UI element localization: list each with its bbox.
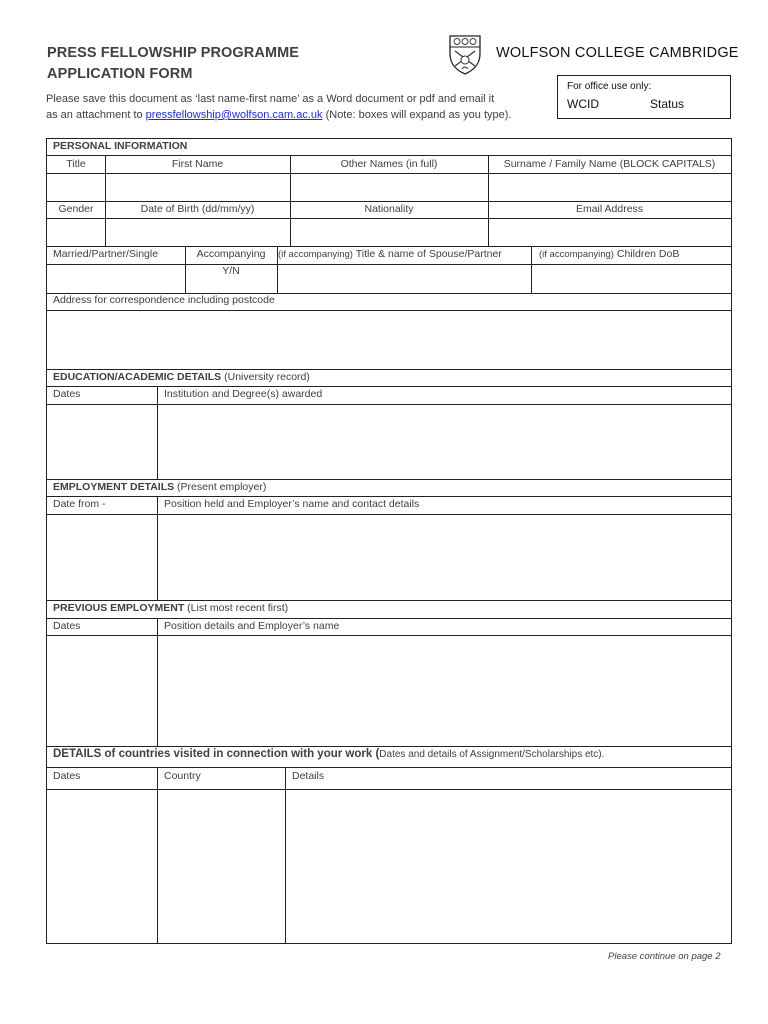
input-gender[interactable] bbox=[48, 219, 104, 245]
countries-col-details: Details bbox=[292, 770, 325, 782]
continue-note: Please continue on page 2 bbox=[608, 951, 721, 962]
input-children-dob[interactable] bbox=[532, 265, 730, 292]
previous-col-dates: Dates bbox=[53, 620, 81, 632]
input-previous-details[interactable] bbox=[158, 636, 730, 745]
employment-col-date-from: Date from - bbox=[53, 498, 106, 510]
input-employment-details[interactable] bbox=[158, 515, 730, 599]
label-accompanying: Accompanying bbox=[196, 248, 266, 260]
input-countries-country[interactable] bbox=[158, 790, 284, 943]
input-email[interactable] bbox=[489, 219, 730, 245]
input-other-names[interactable] bbox=[291, 174, 487, 200]
input-address[interactable] bbox=[48, 311, 730, 368]
input-title[interactable] bbox=[48, 174, 104, 200]
office-use-box bbox=[557, 75, 731, 119]
personal-info-heading: PERSONAL INFORMATION bbox=[53, 140, 188, 152]
email-link[interactable]: pressfellowship@wolfson.cam.ac.uk bbox=[145, 109, 323, 121]
countries-col-dates: Dates bbox=[53, 770, 81, 782]
office-use-label: For office use only: bbox=[567, 81, 652, 92]
input-education-details[interactable] bbox=[158, 405, 730, 478]
education-heading bbox=[53, 371, 310, 383]
spouse-label: Title & name of Spouse/Partner bbox=[352, 248, 502, 260]
children-prefix: (if accompanying) bbox=[539, 249, 614, 260]
intro-line2 bbox=[46, 107, 511, 123]
intro-prefix: as an attachment to bbox=[46, 109, 146, 121]
wcid-label: WCID bbox=[567, 97, 599, 111]
label-title: Title bbox=[66, 158, 86, 170]
college-name: WOLFSON COLLEGE CAMBRIDGE bbox=[496, 45, 739, 61]
label-other-names: Other Names (in full) bbox=[340, 158, 438, 170]
label-email: Email Address bbox=[575, 203, 644, 215]
countries-heading-bold: DETAILS of countries visited in connection with your work ( bbox=[53, 748, 380, 760]
employment-heading-sub: (Present employer) bbox=[174, 481, 267, 493]
input-surname[interactable] bbox=[489, 174, 730, 200]
label-dob: Date of Birth (dd/mm/yy) bbox=[140, 203, 255, 215]
label-address: Address for correspondence including postcode bbox=[53, 294, 275, 306]
countries-col-country: Country bbox=[164, 770, 201, 782]
status-label: Status bbox=[650, 97, 685, 111]
input-countries-dates[interactable] bbox=[48, 790, 156, 943]
input-education-dates[interactable] bbox=[48, 405, 156, 478]
form-title-line2: APPLICATION FORM bbox=[47, 66, 193, 82]
input-nationality[interactable] bbox=[291, 219, 487, 245]
form-title-line1: PRESS FELLOWSHIP PROGRAMME bbox=[47, 45, 300, 61]
input-dob[interactable] bbox=[106, 219, 289, 245]
employment-col-position: Position held and Employer’s name and contact details bbox=[164, 498, 420, 510]
education-col-institution: Institution and Degree(s) awarded bbox=[164, 388, 323, 400]
label-yes-no: Y/N bbox=[222, 265, 240, 277]
employment-heading-bold: EMPLOYMENT DETAILS bbox=[53, 481, 175, 493]
intro-line1: Please save this document as ‘last name-first name’ as a Word document or pdf and email it bbox=[46, 93, 495, 105]
input-spouse[interactable] bbox=[278, 265, 530, 292]
input-previous-dates[interactable] bbox=[48, 636, 156, 745]
employment-heading bbox=[53, 481, 266, 493]
intro-suffix: (Note: boxes will expand as you type). bbox=[322, 109, 512, 121]
label-gender: Gender bbox=[58, 203, 94, 215]
label-children bbox=[539, 248, 679, 260]
previous-heading-bold: PREVIOUS EMPLOYMENT bbox=[53, 602, 185, 614]
education-heading-bold: EDUCATION/ACADEMIC DETAILS bbox=[53, 371, 222, 383]
input-employment-date[interactable] bbox=[48, 515, 156, 599]
input-first-name[interactable] bbox=[106, 174, 289, 200]
education-heading-sub: (University record) bbox=[221, 371, 310, 383]
label-nationality: Nationality bbox=[364, 203, 414, 215]
previous-heading-sub: (List most recent first) bbox=[184, 602, 289, 614]
countries-heading bbox=[53, 748, 604, 760]
label-surname: Surname / Family Name (BLOCK CAPITALS) bbox=[503, 158, 716, 170]
college-crest-icon bbox=[447, 34, 483, 76]
spouse-prefix: (if accompanying) bbox=[278, 249, 353, 260]
countries-heading-sub: Dates and details of Assignment/Scholarships etc). bbox=[379, 749, 605, 760]
application-form-table bbox=[46, 138, 732, 944]
input-countries-details[interactable] bbox=[286, 790, 730, 943]
education-col-dates: Dates bbox=[53, 388, 81, 400]
previous-col-position: Position details and Employer’s name bbox=[164, 620, 340, 632]
label-marital-status: Married/Partner/Single bbox=[53, 248, 159, 260]
previous-employment-heading bbox=[53, 602, 288, 614]
input-marital-status[interactable] bbox=[48, 265, 184, 292]
children-label: Children DoB bbox=[613, 248, 680, 260]
label-first-name: First Name bbox=[171, 158, 224, 170]
label-spouse bbox=[278, 248, 502, 260]
